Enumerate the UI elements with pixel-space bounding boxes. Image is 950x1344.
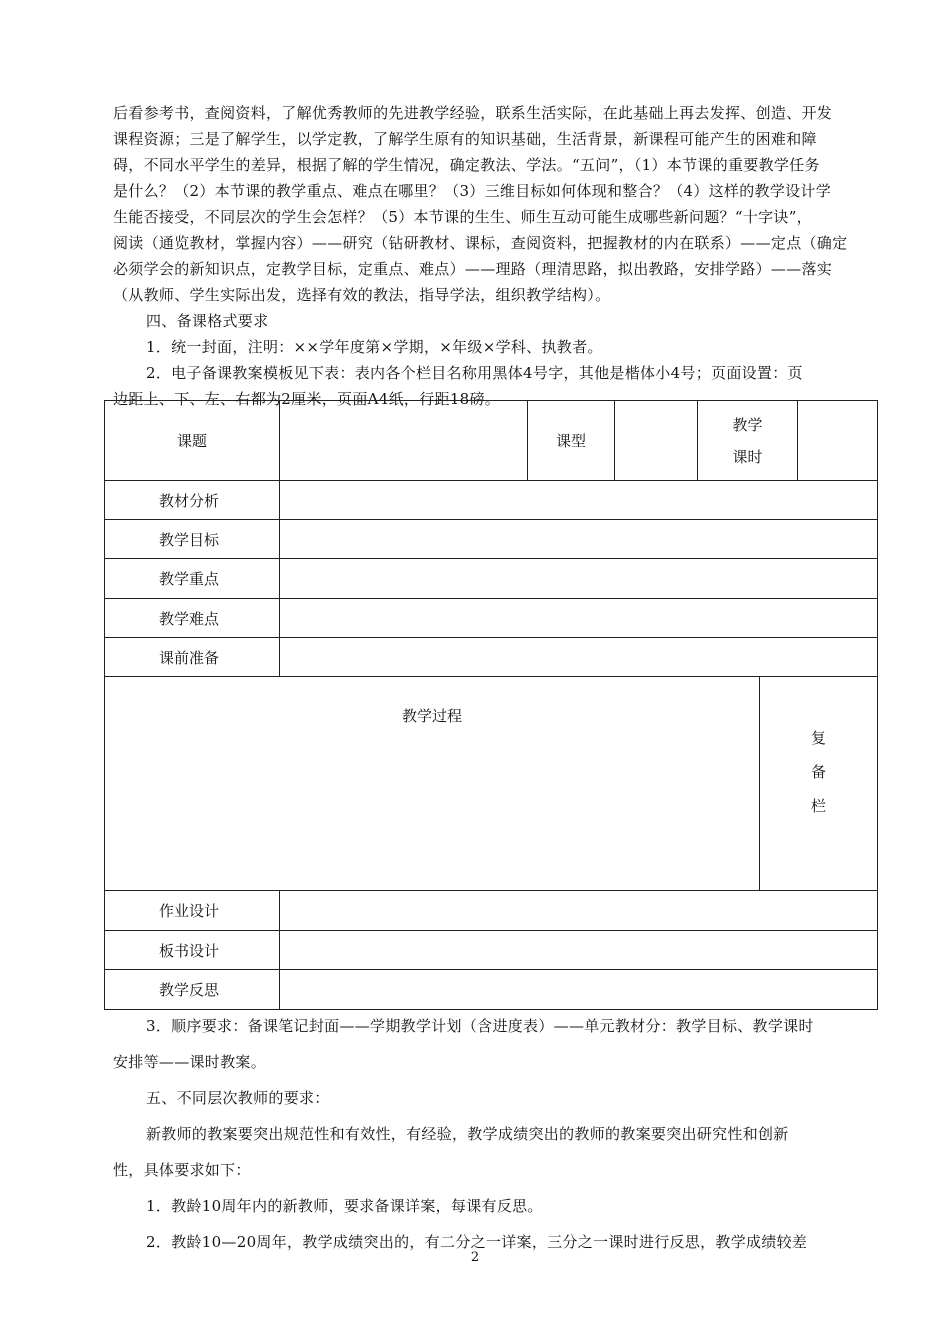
item3-line1: 3．顺序要求：备课笔记封面——学期教学计划（含进度表）——单元教材分：教学目标、教学课时	[146, 1017, 814, 1035]
text-line: 生能否接受，不同层次的学生会怎样？（5）本节课的生生、师生互动可能生成哪些新问题？“十字诀”，	[113, 208, 812, 226]
review-column-cell	[760, 677, 878, 891]
topic-label: 课题	[105, 401, 280, 481]
table-row	[105, 970, 878, 1010]
paragraph-lesson-prep	[113, 100, 873, 308]
teaching-reflection-label: 教学反思	[105, 970, 280, 1010]
text-line: 后看参考书，查阅资料，了解优秀教师的先进教学经验，联系生活实际，在此基础上再去发挥、创造、开发	[113, 104, 833, 122]
section-after-table	[113, 1008, 873, 1260]
teaching-process-cell	[105, 677, 760, 891]
text-line: 课程资源；三是了解学生，以学定教，了解学生原有的知识基础，生活背景，新课程可能产生的困难和障	[113, 130, 817, 148]
preparation-label: 课前准备	[105, 638, 280, 677]
table-row	[105, 599, 878, 638]
teaching-process-label: 教学过程	[401, 707, 462, 725]
table-row	[105, 520, 878, 559]
board-design-label: 板书设计	[105, 931, 280, 970]
review-label-char: 备	[811, 763, 827, 781]
teaching-reflection-value-cell	[280, 970, 878, 1010]
key-points-label: 教学重点	[105, 559, 280, 599]
section4-item2-line1: 2．电子备课教案模板见下表：表内各个栏目名称用黑体4号字，其他是楷体小4号；页面设置：页	[146, 364, 803, 382]
board-design-value-cell	[280, 931, 878, 970]
text-line: （从教师、学生实际出发，选择有效的教法，指导学法，组织教学结构）。	[113, 286, 611, 304]
topic-value-cell	[280, 401, 528, 481]
intro-line1: 新教师的教案要突出规范性和有效性，有经验，教学成绩突出的教师的教案要突出研究性和创新	[146, 1125, 789, 1143]
requirement-2: 2．教龄10—20周年，教学成绩突出的，有二分之一详案，三分之一课时进行反思，教学成绩较差	[146, 1233, 808, 1251]
table-row	[105, 931, 878, 970]
page-number: 2	[470, 1250, 480, 1265]
table-row	[105, 559, 878, 599]
lesson-type-label: 课型	[528, 401, 615, 481]
homework-design-value-cell	[280, 891, 878, 931]
section4-item2-line2: 边距上、下、左、右都为2厘米，页面A4纸，行距18磅。	[113, 390, 501, 408]
teaching-goals-label: 教学目标	[105, 520, 280, 559]
table-row	[105, 638, 878, 677]
section4-item1: 1．统一封面，注明：××学年度第×学期，×年级×学科、执教者。	[146, 338, 603, 356]
text-line: 碍，不同水平学生的差异，根据了解的学生情况，确定教法、学法。“五问”，（1）本节课的重要教学任务	[113, 156, 820, 174]
review-label-char: 栏	[811, 797, 827, 815]
table-row	[105, 481, 878, 520]
table-row	[105, 891, 878, 931]
material-analysis-label: 教材分析	[105, 481, 280, 520]
teaching-hours-label	[698, 401, 798, 481]
teaching-goals-value-cell	[280, 520, 878, 559]
difficult-points-value-cell	[280, 599, 878, 638]
text-line: 是什么？（2）本节课的教学重点、难点在哪里？（3）三维目标如何体现和整合？（4）这样的教学设计学	[113, 182, 832, 200]
material-analysis-value-cell	[280, 481, 878, 520]
review-column-label	[760, 677, 877, 823]
section4-heading: 四、备课格式要求	[146, 312, 269, 330]
teaching-hours-label-line1: 教学	[732, 415, 763, 434]
table-row	[105, 401, 878, 481]
lesson-type-value-cell	[615, 401, 698, 481]
review-label-char: 复	[811, 729, 827, 747]
table-row	[105, 677, 878, 891]
key-points-value-cell	[280, 559, 878, 599]
teaching-hours-value-cell	[798, 401, 878, 481]
item3-line2: 安排等——课时教案。	[113, 1053, 267, 1071]
difficult-points-label: 教学难点	[105, 599, 280, 638]
homework-design-label: 作业设计	[105, 891, 280, 931]
teaching-hours-label-line2: 课时	[732, 447, 763, 466]
lesson-plan-table	[104, 400, 878, 1010]
text-line: 阅读（通览教材，掌握内容）——研究（钻研教材、课标，查阅资料，把握教材的内在联系）——定点（确定	[113, 234, 848, 252]
section4	[113, 308, 873, 412]
intro-line2: 性，具体要求如下：	[113, 1161, 251, 1179]
requirement-1: 1．教龄10周年内的新教师，要求备课详案，每课有反思。	[146, 1197, 543, 1215]
text-line: 必须学会的新知识点，定教学目标，定重点、难点）——理路（理清思路，拟出教路，安排学路）——落实	[113, 260, 833, 278]
section5-heading: 五、不同层次教师的要求：	[146, 1089, 330, 1107]
preparation-value-cell	[280, 638, 878, 677]
